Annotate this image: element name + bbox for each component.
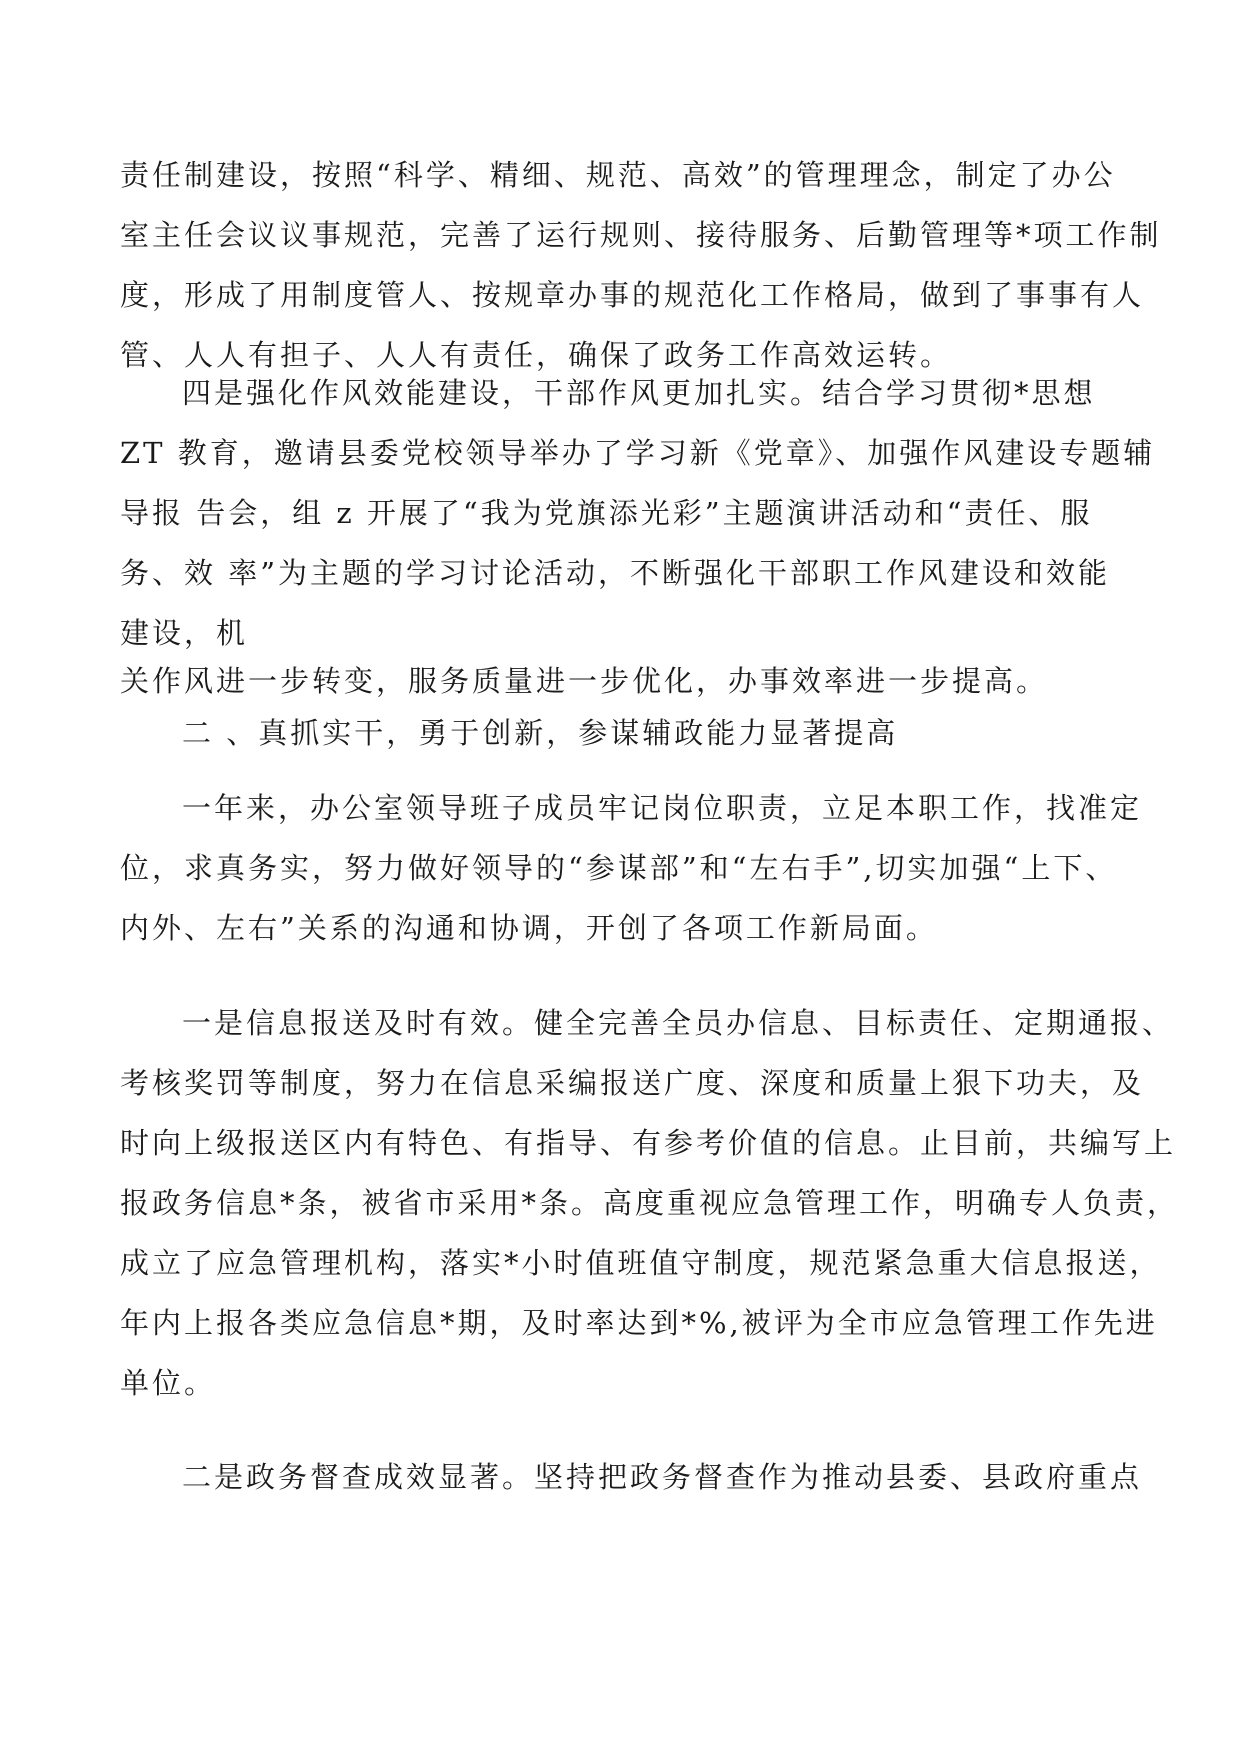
paragraph-supervision (120, 1447, 1143, 1507)
text-line: 二是政务督查成效显著。坚持把政务督查作为推动县委、县政府重点 (182, 1460, 1143, 1494)
text-line: 一年来，办公室领导班子成员牢记岗位职责，立足本职工作，找准定 (182, 791, 1143, 825)
text-line: 度，形成了用制度管人、按规章办事的规范化工作格局，做到了事事有人 (120, 278, 1145, 312)
text-line: 单位。 (120, 1366, 217, 1400)
text-line: 一是信息报送及时有效。健全完善全员办信息、目标责任、定期通报、 (182, 1006, 1175, 1040)
text-line: 四是强化作风效能建设，干部作风更加扎实。结合学习贯彻*思想 (182, 376, 1096, 410)
text-line: 成立了应急管理机构，落实*小时值班值守制度，规范紧急重大信息报送， (120, 1246, 1162, 1280)
text-line: 管、人人有担子、人人有责任，确保了政务工作高效运转。 (120, 338, 953, 372)
text-line: 时向上级报送区内有特色、有指导、有参考价值的信息。止目前，共编写上 (120, 1126, 1177, 1160)
paragraph-information (120, 993, 1180, 1413)
text-line: 位，求真务实，努力做好领导的“参谋部”和“左右手”,切实加强“上下、 (120, 851, 1118, 885)
text-line: 报政务信息*条，被省市采用*条。高度重视应急管理工作，明确专人负责， (120, 1186, 1180, 1220)
paragraph-year-review (120, 778, 1143, 958)
paragraph-work-style (120, 363, 1156, 711)
text-line: 室主任会议议事规范，完善了运行规则、接待服务、后勤管理等*项工作制 (120, 218, 1162, 252)
text-line: 内外、左右”关系的沟通和协调，开创了各项工作新局面。 (120, 911, 938, 945)
text-line: 考核奖罚等制度，努力在信息采编报送广度、深度和质量上狠下功夫，及 (120, 1066, 1145, 1100)
text-line: 务、效 率”为主题的学习讨论活动，不断强化干部职工作风建设和效能 (120, 556, 1111, 590)
text-line: 年内上报各类应急信息*期，及时率达到*%,被评为全市应急管理工作先进 (120, 1306, 1158, 1340)
text-line: 责任制建设，按照“科学、精细、规范、高效”的管理理念，制定了办公 (120, 158, 1116, 192)
text-line: 建设，机 (120, 616, 249, 650)
text-line: ZT 教育，邀请县委党校领导举办了学习新《党章》、加强作风建设专题辅 (120, 436, 1156, 470)
section-heading-text: 二 、真抓实干，勇于创新，参谋辅政能力显著提高 (182, 716, 899, 750)
text-line: 关作风进一步转变，服务质量进一步优化，办事效率进一步提高。 (120, 664, 1049, 698)
section-heading-two (120, 703, 1120, 763)
paragraph-responsibility-system (120, 145, 1162, 385)
text-line: 导报 告会，组 z 开展了“我为党旗添光彩”主题演讲活动和“责任、服 (120, 496, 1093, 530)
